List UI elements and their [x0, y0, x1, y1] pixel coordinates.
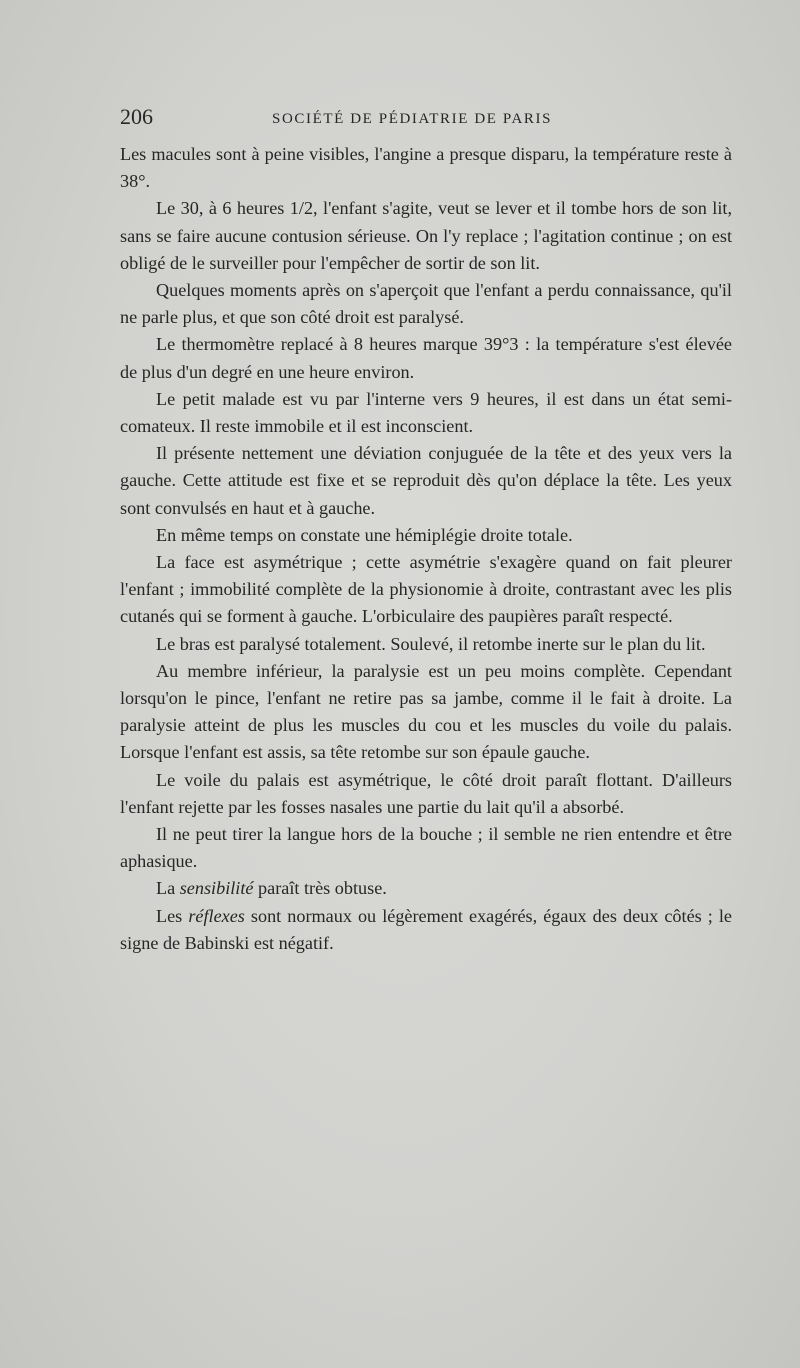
- paragraph-face: La face est asymétrique ; cette asymétrie s'exagère quand on fait pleurer l'enfant ; immobilité complète de la physionomie à droite, contrastant avec les plis cutanés qui se forment à gauche. L'orbiculaire des paupières paraît respecté.: [120, 552, 732, 627]
- paragraph-petit-malade: Le petit malade est vu par l'interne vers 9 heures, il est dans un état semi-comateux. Il reste immobile et il est inconscient.: [120, 388, 732, 437]
- sensibilite-suffix: paraît très obtuse.: [253, 878, 387, 899]
- paragraph-reflexes: [120, 903, 732, 957]
- body-text: [120, 141, 732, 957]
- paragraph-voile-palais: Le voile du palais est asymétrique, le côté droit paraît flottant. D'ailleurs l'enfant rejette par les fosses nasales une partie du lait qu'il a absorbé.: [120, 769, 732, 817]
- paragraph-deviation: Il présente nettement une déviation conjuguée de la tête et des yeux vers la gauche. Cette attitude est fixe et se reproduit dès qu'on déplace la tête. Les yeux sont convulsés en haut et à gauche.: [120, 443, 732, 518]
- page-header: [120, 104, 732, 138]
- running-title: SOCIÉTÉ DE PÉDIATRIE DE PARIS: [272, 111, 553, 127]
- reflexes-prefix: Les: [156, 905, 189, 926]
- paragraph-thermometre: Le thermomètre replacé à 8 heures marque 39°3 : la température s'est élevée de plus d'un degré en une heure environ.: [120, 334, 732, 382]
- paragraph-le-30: Le 30, à 6 heures 1/2, l'enfant s'agite, veut se lever et il tombe hors de son lit, sans se faire aucune contusion sérieuse. On l'y replace ; l'agitation continue ; on est obligé de le surveiller pour l'empêcher de sortir de son lit.: [120, 198, 732, 273]
- paragraph-sensibilite: [120, 875, 732, 902]
- reflexes-term: réflexes: [188, 905, 245, 926]
- paragraph-continuation: Les macules sont à peine visibles, l'angine a presque disparu, la température reste à 38°.: [120, 144, 732, 192]
- paragraph-bras: Le bras est paralysé totalement. Soulevé, il retombe inerte sur le plan du lit.: [156, 633, 706, 654]
- paragraph-membre-inferieur: Au membre inférieur, la paralysie est un peu moins complète. Cependant lorsqu'on le pince, l'enfant ne retire pas sa jambe, comme il le fait à droite. La paralysie atteint de plus les muscles du cou et les muscles du voile du palais. Lorsque l'enfant est assis, sa tête retombe sur son épaule gauche.: [120, 660, 732, 763]
- reflexes-suffix: sont normaux ou légèrement exagérés, égaux des deux côtés ; le signe de Babinski est négatif.: [120, 905, 732, 953]
- paragraph-hemiplegie: En même temps on constate une hémiplégie droite totale.: [156, 524, 573, 545]
- sensibilite-term: sensibilité: [179, 878, 254, 899]
- paragraph-quelques-moments: Quelques moments après on s'aperçoit que l'enfant a perdu connaissance, qu'il ne parle plus, et que son côté droit est paralysé.: [120, 280, 732, 328]
- sensibilite-prefix: La: [156, 878, 180, 899]
- paragraph-langue: Il ne peut tirer la langue hors de la bouche ; il semble ne rien entendre et être aphasique.: [120, 824, 732, 872]
- page-number: 206: [120, 104, 153, 129]
